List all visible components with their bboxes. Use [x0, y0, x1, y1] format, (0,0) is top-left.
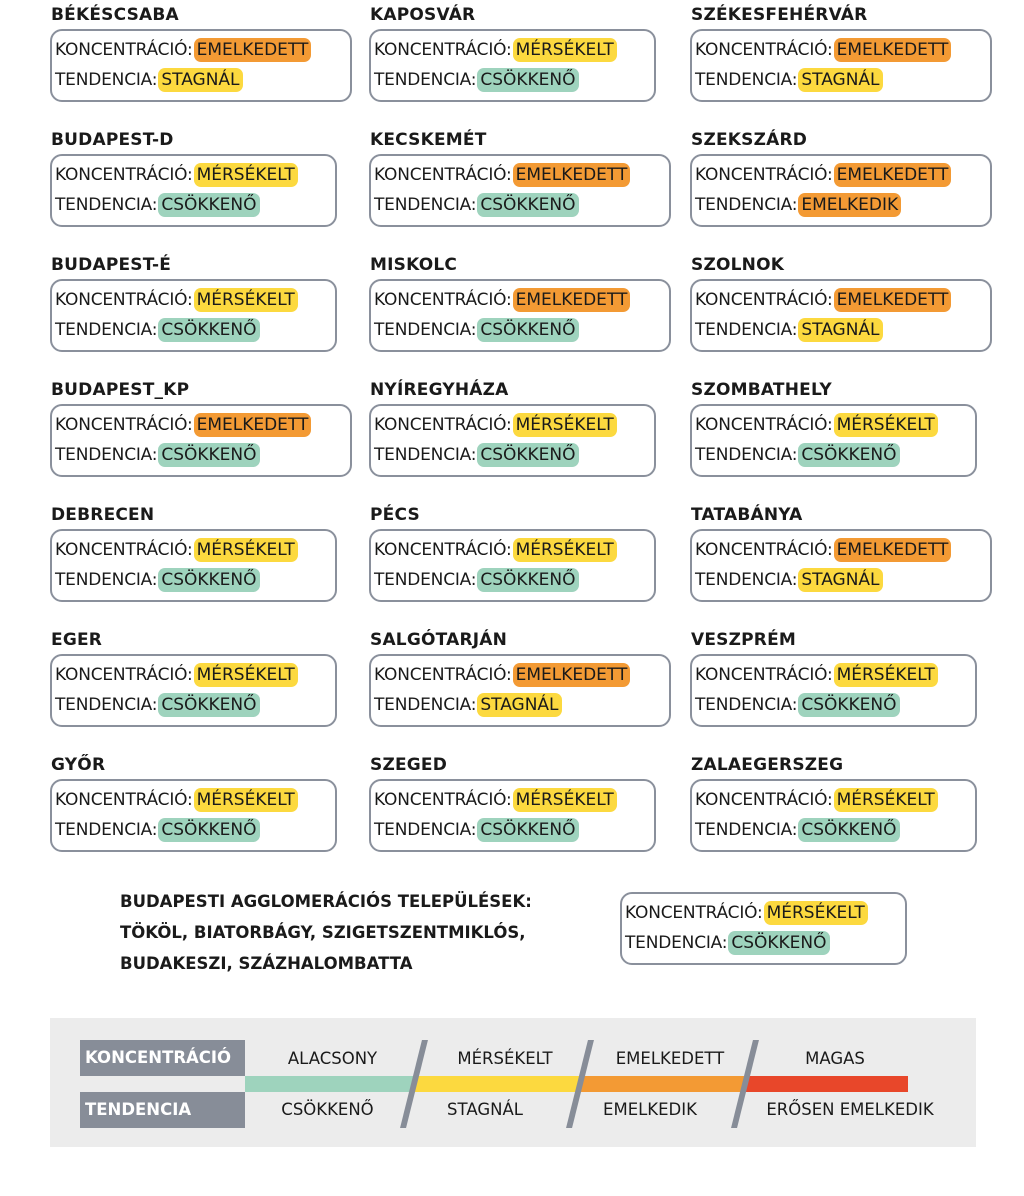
- legend-concentration-low: ALACSONY: [287, 1049, 378, 1068]
- city-card: [50, 505, 337, 602]
- trend-row: [55, 690, 331, 720]
- city-card: [690, 255, 992, 352]
- city-card: [690, 380, 977, 477]
- trend-label: TENDENCIA:: [55, 445, 158, 465]
- concentration-badge: MÉRSÉKELT: [194, 788, 298, 812]
- concentration-row: [695, 35, 986, 65]
- concentration-row: [55, 535, 331, 565]
- trend-badge: STAGNÁL: [798, 568, 882, 592]
- concentration-row: [374, 35, 650, 65]
- city-card: [50, 255, 337, 352]
- trend-row: [695, 690, 971, 720]
- concentration-label: KONCENTRÁCIÓ:: [55, 540, 193, 560]
- trend-badge: CSÖKKENŐ: [158, 193, 259, 217]
- trend-badge: STAGNÁL: [798, 68, 882, 92]
- trend-badge: STAGNÁL: [158, 68, 242, 92]
- city-card: [50, 755, 337, 852]
- status-box: [50, 654, 337, 727]
- status-box: [50, 779, 337, 852]
- concentration-badge: MÉRSÉKELT: [513, 788, 617, 812]
- legend: [50, 1018, 976, 1147]
- status-box: [50, 279, 337, 352]
- trend-row: [374, 815, 650, 845]
- city-name: SZOMBATHELY: [691, 380, 832, 400]
- legend-trend-header: TENDENCIA: [80, 1092, 245, 1128]
- city-name: VESZPRÉM: [691, 630, 797, 650]
- status-box: [369, 279, 671, 352]
- agglomeration-card: [620, 892, 907, 965]
- city-card: [690, 130, 992, 227]
- concentration-badge: MÉRSÉKELT: [194, 163, 298, 187]
- concentration-label: KONCENTRÁCIÓ:: [625, 903, 763, 923]
- legend-trend-strongly-increasing: ERŐSEN EMELKEDIK: [766, 1100, 934, 1119]
- concentration-label: KONCENTRÁCIÓ:: [695, 165, 833, 185]
- status-box: [369, 154, 671, 227]
- concentration-label: KONCENTRÁCIÓ:: [695, 40, 833, 60]
- legend-concentration-header: KONCENTRÁCIÓ: [80, 1040, 245, 1076]
- legend-concentration-high: MAGAS: [805, 1049, 865, 1068]
- concentration-badge: MÉRSÉKELT: [513, 413, 617, 437]
- city-name: SZEKSZÁRD: [691, 130, 808, 150]
- trend-badge: CSÖKKENŐ: [158, 568, 259, 592]
- city-card: [369, 130, 671, 227]
- trend-row: [695, 815, 971, 845]
- trend-badge: CSÖKKENŐ: [798, 443, 899, 467]
- agglomeration-description: [120, 886, 532, 979]
- status-box: [690, 779, 977, 852]
- city-name: SZEGED: [370, 755, 448, 775]
- city-name: KAPOSVÁR: [370, 5, 476, 25]
- city-card: [690, 630, 977, 727]
- city-name: BUDAPEST-D: [51, 130, 174, 150]
- concentration-label: KONCENTRÁCIÓ:: [55, 40, 193, 60]
- concentration-badge: MÉRSÉKELT: [194, 538, 298, 562]
- trend-label: TENDENCIA:: [695, 445, 798, 465]
- city-name: TATABÁNYA: [691, 505, 803, 525]
- concentration-badge: MÉRSÉKELT: [834, 788, 938, 812]
- trend-label: TENDENCIA:: [374, 695, 477, 715]
- trend-badge: CSÖKKENŐ: [158, 818, 259, 842]
- trend-label: TENDENCIA:: [55, 195, 158, 215]
- concentration-badge: MÉRSÉKELT: [194, 663, 298, 687]
- city-name: EGER: [51, 630, 103, 650]
- trend-badge: CSÖKKENŐ: [798, 693, 899, 717]
- concentration-row: [55, 35, 346, 65]
- trend-row: [55, 815, 331, 845]
- trend-row: [55, 440, 346, 470]
- city-card: [690, 5, 992, 102]
- trend-row: [55, 65, 346, 95]
- concentration-badge: MÉRSÉKELT: [834, 413, 938, 437]
- trend-label: TENDENCIA:: [374, 70, 477, 90]
- concentration-badge: MÉRSÉKELT: [194, 288, 298, 312]
- status-box: [690, 404, 977, 477]
- concentration-row: [695, 535, 986, 565]
- concentration-badge: MÉRSÉKELT: [513, 38, 617, 62]
- trend-label: TENDENCIA:: [695, 70, 798, 90]
- concentration-badge: EMELKEDETT: [834, 288, 952, 312]
- trend-badge: CSÖKKENŐ: [158, 318, 259, 342]
- concentration-badge: EMELKEDETT: [513, 288, 631, 312]
- city-name: MISKOLC: [370, 255, 458, 275]
- concentration-row: [695, 285, 986, 315]
- concentration-label: KONCENTRÁCIÓ:: [695, 290, 833, 310]
- concentration-row: [695, 160, 986, 190]
- concentration-row: [695, 785, 971, 815]
- concentration-badge: EMELKEDETT: [513, 163, 631, 187]
- concentration-label: KONCENTRÁCIÓ:: [374, 290, 512, 310]
- concentration-row: [374, 410, 650, 440]
- city-name: BUDAPEST-É: [51, 255, 172, 275]
- trend-badge: STAGNÁL: [798, 318, 882, 342]
- status-box: [690, 529, 992, 602]
- city-card: [369, 755, 656, 852]
- concentration-row: [55, 660, 331, 690]
- concentration-label: KONCENTRÁCIÓ:: [374, 165, 512, 185]
- status-box: [369, 29, 656, 102]
- legend-concentration-moderate: MÉRSÉKELT: [457, 1049, 553, 1068]
- trend-badge: CSÖKKENŐ: [728, 931, 829, 955]
- status-box: [369, 654, 671, 727]
- concentration-label: KONCENTRÁCIÓ:: [695, 790, 833, 810]
- trend-label: TENDENCIA:: [695, 695, 798, 715]
- city-card: [50, 630, 337, 727]
- legend-bar-elevated: [580, 1076, 745, 1092]
- trend-row: [374, 190, 665, 220]
- status-box: [50, 154, 337, 227]
- concentration-row: [374, 660, 665, 690]
- city-card: [690, 755, 977, 852]
- city-name: SZÉKESFEHÉRVÁR: [691, 5, 868, 25]
- status-box: [50, 529, 337, 602]
- agglomeration-line: TÖKÖL, BIATORBÁGY, SZIGETSZENTMIKLÓS,: [120, 923, 526, 942]
- concentration-label: KONCENTRÁCIÓ:: [374, 540, 512, 560]
- concentration-label: KONCENTRÁCIÓ:: [55, 290, 193, 310]
- trend-label: TENDENCIA:: [374, 320, 477, 340]
- trend-row: [374, 315, 665, 345]
- trend-badge: CSÖKKENŐ: [158, 693, 259, 717]
- city-card: [50, 130, 337, 227]
- concentration-badge: MÉRSÉKELT: [513, 538, 617, 562]
- status-box: [50, 29, 352, 102]
- city-name: ZALAEGERSZEG: [691, 755, 844, 775]
- status-box: [690, 154, 992, 227]
- city-card: [369, 380, 656, 477]
- city-name: DEBRECEN: [51, 505, 155, 525]
- concentration-label: KONCENTRÁCIÓ:: [374, 665, 512, 685]
- trend-row: [695, 565, 986, 595]
- concentration-label: KONCENTRÁCIÓ:: [695, 665, 833, 685]
- city-name: KECSKEMÉT: [370, 130, 487, 150]
- trend-label: TENDENCIA:: [55, 320, 158, 340]
- agglomeration-line: BUDAPESTI AGGLOMERÁCIÓS TELEPÜLÉSEK:: [120, 892, 532, 911]
- concentration-label: KONCENTRÁCIÓ:: [55, 790, 193, 810]
- concentration-badge: EMELKEDETT: [834, 38, 952, 62]
- legend-trend-increasing: EMELKEDIK: [603, 1100, 697, 1119]
- city-card: [369, 255, 671, 352]
- trend-label: TENDENCIA:: [695, 195, 798, 215]
- city-card: [50, 380, 352, 477]
- status-box: [690, 654, 977, 727]
- city-name: BUDAPEST_KP: [51, 380, 190, 400]
- city-name: BÉKÉSCSABA: [51, 5, 179, 25]
- trend-row: [695, 315, 986, 345]
- trend-label: TENDENCIA:: [55, 695, 158, 715]
- city-card: [369, 505, 656, 602]
- trend-label: TENDENCIA:: [374, 820, 477, 840]
- trend-badge: CSÖKKENŐ: [798, 818, 899, 842]
- concentration-label: KONCENTRÁCIÓ:: [695, 540, 833, 560]
- concentration-label: KONCENTRÁCIÓ:: [55, 415, 193, 435]
- concentration-row: [55, 785, 331, 815]
- status-box: [690, 279, 992, 352]
- concentration-row: [374, 160, 665, 190]
- city-card: [369, 630, 671, 727]
- city-card: [369, 5, 656, 102]
- concentration-badge: EMELKEDETT: [194, 413, 312, 437]
- legend-bar-high: [745, 1076, 908, 1092]
- status-box: [690, 29, 992, 102]
- concentration-badge: EMELKEDETT: [834, 538, 952, 562]
- concentration-row: [55, 160, 331, 190]
- concentration-badge: EMELKEDETT: [194, 38, 312, 62]
- concentration-row: [55, 410, 346, 440]
- city-name: PÉCS: [370, 505, 420, 525]
- status-box: [50, 404, 352, 477]
- concentration-label: KONCENTRÁCIÓ:: [374, 790, 512, 810]
- trend-badge: CSÖKKENŐ: [477, 318, 578, 342]
- trend-label: TENDENCIA:: [55, 70, 158, 90]
- trend-badge: CSÖKKENŐ: [477, 193, 578, 217]
- trend-badge: STAGNÁL: [477, 693, 561, 717]
- concentration-row: [374, 785, 650, 815]
- trend-label: TENDENCIA:: [695, 320, 798, 340]
- trend-label: TENDENCIA:: [374, 570, 477, 590]
- trend-row: [374, 440, 650, 470]
- trend-badge: CSÖKKENŐ: [477, 568, 578, 592]
- trend-row: [374, 565, 650, 595]
- concentration-row: [695, 410, 971, 440]
- city-name: SALGÓTARJÁN: [370, 630, 508, 650]
- concentration-row: [374, 535, 650, 565]
- city-name: SZOLNOK: [691, 255, 785, 275]
- concentration-badge: EMELKEDETT: [834, 163, 952, 187]
- status-box: [369, 404, 656, 477]
- trend-label: TENDENCIA:: [695, 570, 798, 590]
- city-name: NYÍREGYHÁZA: [370, 380, 509, 400]
- city-name: GYŐR: [51, 755, 106, 775]
- legend-trend-stagnant: STAGNÁL: [447, 1100, 523, 1119]
- legend-trend-decreasing: CSÖKKENŐ: [281, 1100, 374, 1119]
- trend-row: [695, 65, 986, 95]
- city-card: [690, 505, 992, 602]
- status-box: [620, 892, 907, 965]
- trend-row: [55, 315, 331, 345]
- trend-badge: CSÖKKENŐ: [158, 443, 259, 467]
- trend-badge: CSÖKKENŐ: [477, 818, 578, 842]
- trend-row: [695, 190, 986, 220]
- trend-badge: CSÖKKENŐ: [477, 68, 578, 92]
- trend-label: TENDENCIA:: [625, 933, 728, 953]
- trend-row: [695, 440, 971, 470]
- trend-row: [374, 690, 665, 720]
- legend-bar-moderate: [415, 1076, 580, 1092]
- trend-row: [55, 565, 331, 595]
- status-box: [369, 529, 656, 602]
- legend-bar-low: [245, 1076, 415, 1092]
- concentration-label: KONCENTRÁCIÓ:: [374, 40, 512, 60]
- legend-concentration-elevated: EMELKEDETT: [615, 1049, 725, 1068]
- status-box: [369, 779, 656, 852]
- agglomeration-line: BUDAKESZI, SZÁZHALOMBATTA: [120, 954, 413, 973]
- trend-label: TENDENCIA:: [374, 195, 477, 215]
- concentration-row: [625, 898, 901, 928]
- concentration-badge: MÉRSÉKELT: [834, 663, 938, 687]
- concentration-badge: EMELKEDETT: [513, 663, 631, 687]
- trend-label: TENDENCIA:: [695, 820, 798, 840]
- concentration-label: KONCENTRÁCIÓ:: [55, 665, 193, 685]
- city-card: [50, 5, 352, 102]
- trend-badge: EMELKEDIK: [798, 193, 901, 217]
- trend-row: [625, 928, 901, 958]
- trend-badge: CSÖKKENŐ: [477, 443, 578, 467]
- trend-row: [55, 190, 331, 220]
- trend-row: [374, 65, 650, 95]
- concentration-row: [55, 285, 331, 315]
- trend-label: TENDENCIA:: [55, 570, 158, 590]
- concentration-row: [695, 660, 971, 690]
- concentration-badge: MÉRSÉKELT: [764, 901, 868, 925]
- concentration-label: KONCENTRÁCIÓ:: [695, 415, 833, 435]
- concentration-row: [374, 285, 665, 315]
- trend-label: TENDENCIA:: [374, 445, 477, 465]
- trend-label: TENDENCIA:: [55, 820, 158, 840]
- concentration-label: KONCENTRÁCIÓ:: [374, 415, 512, 435]
- concentration-label: KONCENTRÁCIÓ:: [55, 165, 193, 185]
